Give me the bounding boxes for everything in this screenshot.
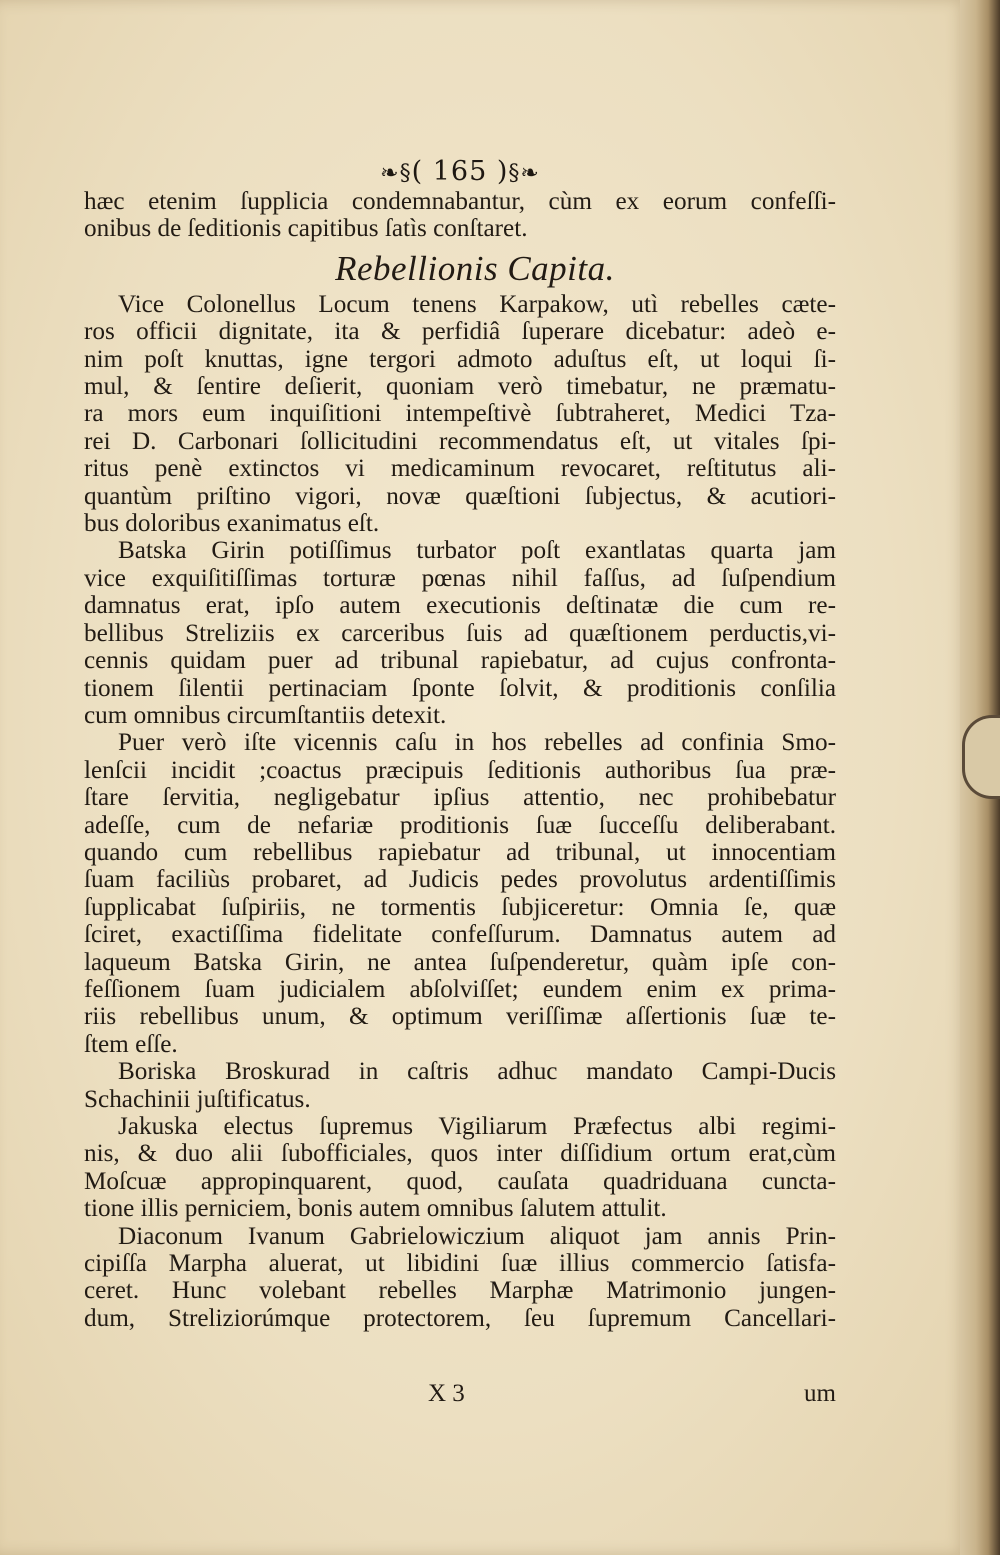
header-left-ornament: ❧§	[380, 161, 412, 186]
text-line: nim poſt knuttas, igne tergori admoto aduſtus eſt, ut loqui ſi-	[84, 345, 836, 373]
text-line: Batska Girin potiſſimus turbator poſt exantlatas quarta jam	[118, 537, 836, 565]
paragraph-diaconum	[84, 1223, 836, 1333]
text-line: Moſcuæ appropinquarent, quod, cauſata quadriduana cuncta-	[84, 1167, 836, 1195]
body-text	[84, 188, 836, 1332]
text-line: ſtem eſſe.	[84, 1030, 178, 1058]
paragraph-puer	[84, 729, 836, 1058]
text-line: tionem ſilentii pertinaciam ſponte ſolvit, & proditionis conſilia	[84, 674, 836, 702]
text-line: ſuam faciliùs probaret, ad Judicis pedes provolutus ardentiſſimis	[84, 866, 836, 894]
text-line: lenſcii incidit ;coactus præcipuis ſeditionis authoribus ſua præ-	[84, 756, 836, 784]
paragraph-jakuska	[84, 1113, 836, 1223]
intro-paragraph	[84, 188, 836, 243]
text-line: vice exquiſitiſſimas torturæ pœnas nihil faſſus, ad ſuſpendium	[84, 564, 836, 592]
text-line: ſupplicabat ſuſpiriis, ne tormentis ſubjiceretur: Omnia ſe, quæ	[84, 893, 836, 921]
text-line: Vice Colonellus Locum tenens Karpakow, utì rebelles cæte-	[118, 290, 836, 318]
text-line: ros officii dignitate, ita & perfidiâ ſuperare dicebatur: adeò e-	[84, 318, 836, 346]
catchword: um	[804, 1380, 836, 1407]
text-line: onibus de ſeditionis capitibus ſatìs conſtaret.	[84, 215, 528, 243]
text-line: bellibus Streliziis ex carceribus ſuis ad quæſtionem perductis,vi-	[84, 619, 836, 647]
text-line: ſtare ſervitia, negligebatur ipſius attentio, nec prohibebatur	[84, 784, 836, 812]
text-line: cum omnibus circumſtantiis detexit.	[84, 701, 447, 729]
page-header	[360, 156, 560, 187]
page-number: ( 165 )	[411, 156, 509, 187]
section-heading: Rebellionis Capita.	[335, 248, 615, 288]
text-line: adeſſe, cum de nefariæ proditionis ſuæ ſucceſſu deliberabant.	[84, 811, 836, 839]
text-line: rei D. Carbonari ſollicitudini recommendatus eſt, ut vitales ſpi-	[84, 427, 836, 455]
text-line: riis rebellibus unum, & optimum veriſſimæ aſſertionis ſuæ te-	[84, 1003, 836, 1031]
text-line: hæc etenim ſupplicia condemnabantur, cùm ex eorum confeſſi-	[84, 188, 836, 215]
text-line: ſciret, exactiſſima fidelitate confeſſurum. Damnatus autem ad	[84, 921, 836, 949]
paragraph-karpakow	[84, 291, 836, 538]
text-line: bus doloribus exanimatus eſt.	[84, 510, 380, 538]
text-line: cipiſſa Marpha aluerat, ut libidini ſuæ illius commercio ſatisfa-	[84, 1250, 836, 1278]
paragraph-boriska	[84, 1058, 836, 1113]
text-line: tione illis perniciem, bonis autem omnibus ſalutem attulit.	[84, 1195, 667, 1223]
text-line: damnatus erat, ipſo autem executionis deſtinatæ die cum re-	[84, 592, 836, 620]
text-line: Boriska Broskurad in caſtris adhuc mandato Campi-Ducis	[118, 1058, 836, 1086]
text-line: Jakuska electus ſupremus Vigiliarum Præfectus albi regimi-	[118, 1113, 836, 1140]
text-line: ritus penè extinctos vi medicaminum revocaret, reſtitutus ali-	[84, 455, 836, 483]
header-right-ornament: §❧	[508, 161, 540, 186]
book-clasp	[962, 715, 1000, 799]
text-line: Puer verò iſte vicennis caſu in hos rebelles ad confinia Smo-	[118, 729, 836, 757]
text-line: quantùm priſtino vigori, novæ quæſtioni ſubjectus, & acutiori-	[84, 482, 836, 510]
text-line: feſſionem ſuam judicialem abſolviſſet; eundem enim ex prima-	[84, 975, 836, 1003]
text-line: dum, Streliziorúmque protectorem, ſeu ſupremum Cancellari-	[84, 1304, 836, 1332]
text-line: quando cum rebellibus rapiebatur ad tribunal, ut innocentiam	[84, 838, 836, 866]
signature-mark: X 3	[428, 1380, 465, 1407]
text-line: mul, & ſentire deſierit, quoniam verò timebatur, ne præmatu-	[84, 373, 836, 401]
text-line: laqueum Batska Girin, ne antea ſuſpenderetur, quàm ipſe con-	[84, 948, 836, 976]
text-line: ceret. Hunc volebant rebelles Marphæ Matrimonio jungen-	[84, 1277, 836, 1305]
text-line: nis, & duo alii ſubofficiales, quos inter diſſidium ortum erat,cùm	[84, 1140, 836, 1168]
text-line: cennis quidam puer ad tribunal rapiebatur, ad cujus confronta-	[84, 647, 836, 675]
text-line: Schachinii juſtificatus.	[84, 1085, 311, 1113]
text-line: ra mors eum inquiſitioni intempeſtivè ſubtraheret, Medici Tza-	[84, 400, 836, 428]
paragraph-batska	[84, 537, 836, 729]
text-line: Diaconum Ivanum Gabrielowiczium aliquot jam annis Prin-	[118, 1222, 836, 1250]
